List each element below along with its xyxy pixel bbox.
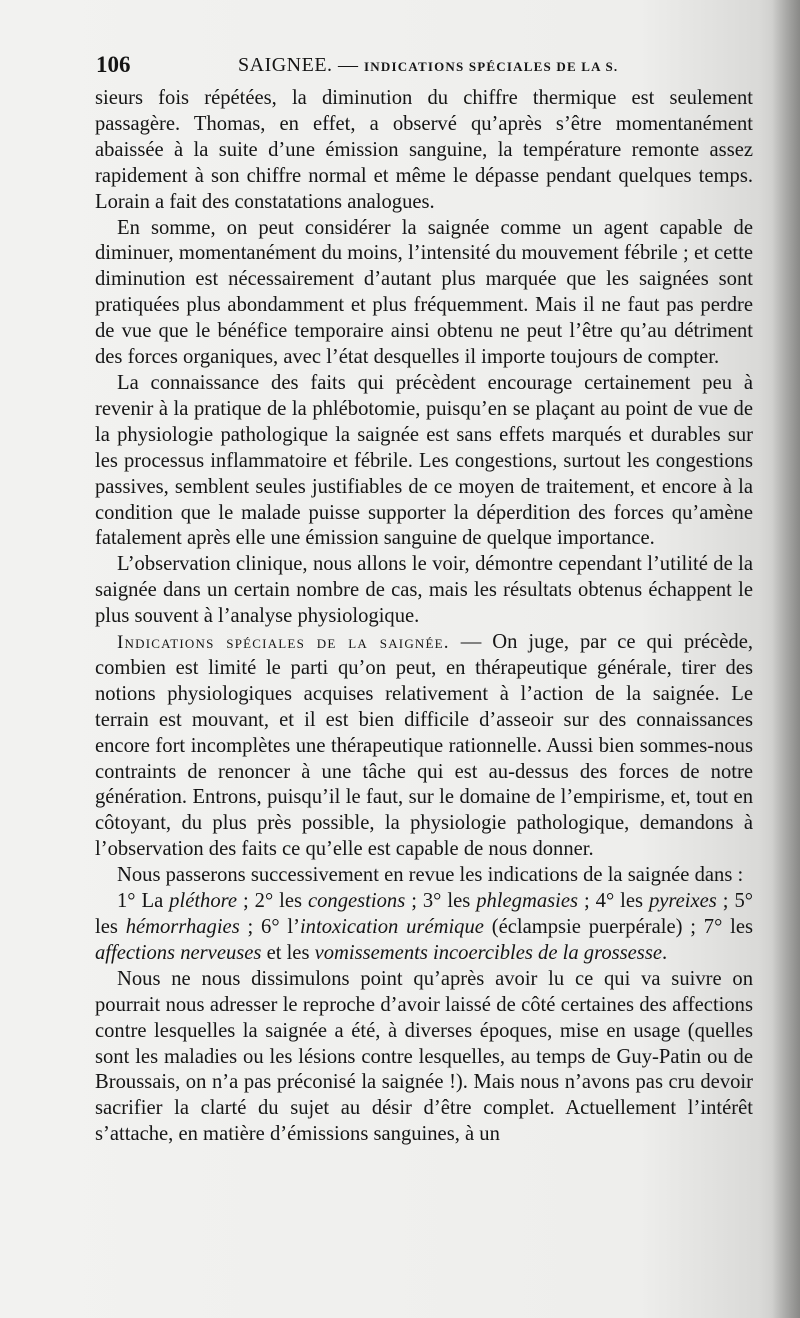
list-term: affections nerveuses [95, 941, 262, 964]
list-term: pyreixes [648, 890, 717, 913]
running-head-dash: — [338, 54, 359, 76]
page-edge-shadow [772, 0, 800, 1318]
running-head-subtitle: INDICATIONS SPÉCIALES DE LA S. [364, 59, 619, 74]
paragraph-8: Nous ne nous dissimulons point qu’après avoir lu ce qui va suivre on pourrait nous adresser le reproche d’avoir laissé de côté certaines des affections contre lesquelles la saignée a été, à diverses époques, mise en usage (quelles sont les maladies ou les lésions contre lesquelles, au temps de Guy-Patin ou de Broussais, on n’a pas préconisé la saignée !). Mais nous n’avons pas cru devoir sacrifier la clarté du sujet au désir d’être complet. Actuellement l’intérêt s’attache, en matière d’émissions sanguines, à un [95, 967, 753, 1146]
list-term: pléthore [169, 890, 238, 913]
list-term: vomissements incoercibles de la grossesse [314, 941, 662, 964]
page-header [96, 52, 756, 82]
list-text: ; 2° les [237, 890, 308, 913]
running-head-title: SAIGNEE. [238, 54, 333, 76]
list-text: 1° La [117, 890, 170, 913]
list-text: . [661, 941, 668, 964]
paragraph-5 [95, 630, 753, 863]
list-text: ; 6° l’ [239, 916, 300, 938]
list-text: ; 3° les [405, 890, 477, 913]
paragraph-7-list [95, 889, 753, 967]
section-heading: Indications spéciales de la saignée. [117, 632, 450, 654]
list-text: et les [261, 941, 315, 964]
paragraph-4: L’observation clinique, nous allons le voir, démontre cependant l’utilité de la saignée dans un certain nombre de cas, mais les résultats obtenus échappent le plus souvent à l’analyse physiologique. [95, 553, 753, 628]
running-head [238, 54, 618, 77]
body-text [95, 86, 753, 1148]
page-number: 106 [96, 52, 131, 77]
list-term: intoxication urémique [299, 916, 484, 938]
paragraph-2: En somme, on peut considérer la saignée comme un agent capable de diminuer, momentanément du moins, l’intensité du mouvement fébrile ; et cette diminution est nécessairement d’autant plus marquée que les saignées sont pratiquées plus abondamment et plus fréquemment. Mais il ne faut pas perdre de vue que le bénéfice temporaire ainsi obtenu ne peut l’être qu’au détriment des forces organiques, avec l’état desquelles il importe toujours de compter. [95, 216, 753, 369]
list-term: hémorrhagies [125, 916, 240, 938]
list-text: ; 4° les [578, 890, 649, 913]
paragraph-5-text: — On juge, par ce qui précède, combien est limité le parti qu’on peut, en thérapeutique générale, tirer des notions physiologiques acquises relativement à l’action de la saignée. Le terrain est mouvant, et il est bien difficile d’asseoir sur des connaissances encore fort incomplètes une thérapeutique rationnelle. Aussi bien sommes-nous contraints de renoncer à une tâche qui est au-dessus des forces de notre génération. Entrons, puisqu’il le faut, sur le domaine de l’empirisme, et, tout en côtoyant, du plus près possible, la physiologie pathologique, demandons à l’observation des faits ce qu’elle est capable de nous donner. [95, 631, 753, 861]
list-term: phlegmasies [476, 890, 579, 913]
list-text: (éclampsie puerpérale) ; 7° les [483, 916, 753, 938]
list-text: ; 5° les [95, 890, 753, 938]
paragraph-6: Nous passerons successivement en revue les indications de la saignée dans : [117, 864, 744, 887]
paragraph-3: La connaissance des faits qui précèdent encourage certainement peu à revenir à la pratique de la phlébotomie, puisqu’en se plaçant au point de vue de la physiologie pathologique la saignée est sans effets marqués et durables sur les processus inflammatoire et fébrile. Les congestions, surtout les congestions passives, semblent seules justifiables de ce moyen de traitement, et encore à la condition que le malade puisse supporter la déperdition des forces qu’amène fatalement après elle une émission sanguine de quelque importance. [95, 371, 753, 550]
paragraph-1: sieurs fois répétées, la diminution du chiffre thermique est seulement passagère. Thomas, en effet, a observé qu’après s’être momentanément abaissée à la suite d’une émission sanguine, la température remonte assez rapidement à son chiffre normal et même le dépasse pendant quelques temps. Lorain a fait des constatations analogues. [95, 87, 753, 213]
list-term: congestions [308, 890, 406, 913]
